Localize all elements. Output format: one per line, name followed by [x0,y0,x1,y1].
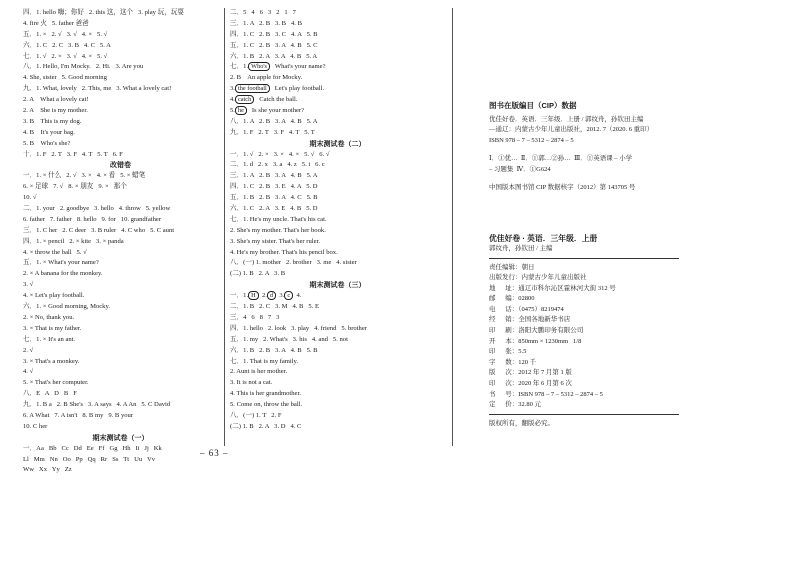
answer-box-label: catch [235,95,254,104]
answer-line [230,411,445,422]
answer-text: 2. A She is my mother. [23,107,88,115]
answer-line [230,84,445,95]
answer-text: 六．1. C 2. C 3. B 4. C 5. A [23,41,111,49]
cip-classification: Ⅰ．①优… Ⅱ．①郭…②孙… Ⅲ．①英语课 – 小学 [489,155,633,162]
answer-line [230,313,445,324]
answer-text: 七．1. That is my family. [230,357,299,365]
answer-line [230,378,445,389]
cip-number: 中国版本图书馆 CIP 数据核字（2012）第 143705 号 [489,184,636,191]
title-rule [489,258,679,259]
answer-text: (二) 1. B 2. A 3. D 4. C [230,422,302,430]
answer-text: 四．1. C 2. B 3. E 4. A 5. D [230,183,318,191]
answer-line [23,215,218,226]
answer-line [230,422,445,433]
answer-line [230,30,445,41]
answer-line [230,52,445,63]
answer-text: 期末测试卷（三） [309,281,366,290]
publication-info-line: 定 价：32.80 元 [489,401,541,409]
answer-line [230,8,445,19]
answer-text: 10. C her [23,422,48,430]
answer-box-label: c [284,291,293,300]
answer-line [230,226,445,237]
answer-text: 2. Aunt is her mother. [230,368,288,376]
book-editors: 郭纹舟，孙钦田 / 主编 [489,245,553,252]
column-divider-left [224,8,225,446]
answer-text: 4. × Let's play football. [23,292,85,300]
publication-info-line: 书 号：ISBN 978 – 7 – 5312 – 2874 – 5 [489,390,603,398]
answer-text: 3. × That's a monkey. [23,357,80,365]
answer-line [23,367,218,378]
answer-text: 四．1. hello 嗨；你好 2. this 这，这个 3. play 玩，玩耍 [23,9,184,16]
answer-text: 三．1. A 2. B 3. A 4. B 5. A [230,172,318,180]
answer-text: 2. A What a lovely cat! [23,96,89,104]
answer-text: 2. B An apple for Mocky. [230,74,303,82]
answer-text: 一．1. × 什么 2. √ 3. × 4. × 看 5. × 蜡笔 [23,172,146,180]
cip-line: 优佳好卷．英语．三年级．上册 / 郭纹舟，孙钦田主编 [489,115,644,123]
rights-notice: 版权所有，翻版必究。 [489,419,554,427]
answer-line [23,378,218,389]
publication-info-line: 印 张：5.5 [489,348,527,356]
answer-line [23,117,218,128]
answer-text: 六．1. B 2. A 3. A 4. B 5. A [230,52,318,60]
answer-text: 五．1. my 2. What's 3. his 4. and 5. not [230,335,348,343]
answer-line [23,346,218,357]
publication-info-line: 电 话：（0475）8219474 [489,305,564,313]
answer-line [230,41,445,52]
answer-line [230,95,445,106]
answer-text: 七．1. √ 2. × 3. √ 4. × 5. √ [23,52,108,60]
answer-line [23,8,218,19]
publication-info-line: 邮 编：02800 [489,295,535,303]
cip-line: —通辽：内蒙古少年儿童出版社，2012. 7（2020. 6 重印） [489,126,654,133]
answer-text: 2. [258,292,267,300]
answer-line [230,258,445,269]
info-rule [489,414,679,415]
answer-text: 一．1. √ 2. × 3. × 4. × 5. √ 6. √ [230,150,330,158]
answer-text: 四．1. C 2. B 3. C 4. A 5. B [230,30,318,38]
answer-text: 4. [293,292,302,300]
answer-text: 六．1. C 2. A 3. E 4. B 5. D [230,205,318,213]
answer-line [23,411,218,422]
answer-text: 改错卷 [110,161,131,170]
answer-line [230,400,445,411]
answer-text: 八．E A D B F [23,390,77,398]
answer-text: 4. √ [23,368,34,376]
section-heading [23,160,218,171]
answer-line [23,171,218,182]
answer-text: 二．5 4 6 3 2 1 7 [230,9,296,16]
answer-text: 五．1. B 2. B 3. A 4. C 5. B [230,194,318,202]
answer-line [230,150,445,161]
answer-line [23,422,218,433]
publication-info-line: 出版发行：内蒙古少年儿童出版社 [489,274,587,282]
answer-text: 三．4 6 8 7 3 [230,313,280,321]
answer-text: 三．1. A 2. B 3. B 4. B [230,19,302,27]
answer-text: 八．1. Hello, I'm Mocky. 2. Hi. 3. Are you [23,63,144,71]
middle-answer-column [230,8,445,433]
answer-line [23,139,218,150]
cip-title: 图书在版编目（CIP）数据 [489,101,577,110]
answer-line [23,128,218,139]
left-answer-column [23,8,218,476]
answer-text: 6. × 足球 7. √ 8. × 朋友 9. × 那个 [23,183,127,191]
answer-text: 2. × A banana for the monkey. [23,270,103,278]
answer-line [23,73,218,84]
answer-text: 4. She, sister 5. Good morning [23,74,107,82]
answer-text: 4. [230,96,235,104]
answer-text: 九．1. F 2. T 3. F 4. T 5. T [230,128,315,136]
cip-line: ISBN 978 – 7 – 5312 – 2874 – 5 [489,136,574,144]
answer-text: 4. fire 火 5. father 爸爸 [23,19,89,27]
publication-info-line: 地 址：通辽市科尔沁区霍林河大街 312 号 [489,284,616,292]
answer-text: 3. √ [23,281,34,289]
answer-text: 八．(一) 1. T 2. F [230,411,282,419]
answer-line [230,171,445,182]
publication-info-line: 印 刷：洛阳大鹏印务有限公司 [489,327,584,335]
answer-line [230,160,445,171]
answer-line [23,280,218,291]
answer-line [23,62,218,73]
answer-text: Is she your mother? [246,107,305,115]
answer-line [23,269,218,280]
answer-box-label: d [267,291,276,300]
column-divider-right [452,8,453,446]
answer-line [23,444,218,455]
answer-line [23,455,218,466]
answer-text: 七．1. [230,63,249,71]
answer-line [23,237,218,248]
answer-line [230,204,445,215]
answer-text: 八．1. A 2. B 3. A 4. B 5. A [230,117,318,125]
answer-line [23,324,218,335]
answer-text: 二．1. your 2. goodbye 3. hello 4. throw 5. yellow [23,205,171,213]
answer-line [230,106,445,117]
answer-text: 6. A What 7. A isn't 8. B my 9. B your [23,411,134,419]
answer-line [23,106,218,117]
answer-text: 八．(一) 1. mother 2. brother 3. me 4. sister [230,259,357,267]
answer-line [23,389,218,400]
answer-text: 6. father 7. father 8. hello 9. for 10. grandfather [23,215,162,223]
answer-text: 3. It is not a cat. [230,379,273,387]
answer-text: 4. He's my brother. That's his pencil box. [230,248,338,256]
copyright-column [489,101,689,429]
answer-text: 九．1. B a 2. B She's 3. A says 4. A An 5. C David [23,401,171,409]
answer-line [230,302,445,313]
answer-line [230,291,445,302]
answer-line [230,19,445,30]
answer-text: 4. × throw the ball 5. √ [23,248,87,256]
answer-text: 5. Come on, throw the ball. [230,401,303,409]
answer-text: 3. [276,292,285,300]
answer-line [230,324,445,335]
page-number: – 63 – [200,448,229,458]
answer-line [23,302,218,313]
book-title: 优佳好卷 · 英语．三年级．上册 [489,233,598,243]
publication-info-line: 责任编辑：朝日 [489,263,535,271]
answer-line [23,182,218,193]
answer-line [23,258,218,269]
answer-text: 六．1. B 2. B 3. A 4. B 5. B [230,346,318,354]
answer-line [230,117,445,128]
answer-text: 期末测试卷（二） [309,139,366,148]
answer-text: 五．1. × What's your name? [23,259,99,267]
answer-text: 3. × That is my father. [23,324,82,332]
answer-text: 期末测试卷（一） [92,433,149,442]
answer-text: 一．1. [230,292,249,300]
answer-text: 10. √ [23,194,37,202]
publication-info-line: 经 销：全国各地新华书店 [489,316,571,324]
answer-text: 四．1. hello 2. look 3. play 4. friend 5. brother [230,324,367,332]
answer-line [23,19,218,30]
answer-line [230,367,445,378]
answer-text: 十．1. F 2. T 3. F 4. T 5. T 6. F [23,150,123,158]
answer-line [23,95,218,106]
answer-line [23,335,218,346]
answer-line [230,182,445,193]
answer-text: 2. × No, thank you. [23,313,75,321]
answer-text: 5. B Who's she? [23,139,71,147]
answer-line [230,248,445,259]
answer-line [23,248,218,259]
answer-line [23,291,218,302]
answer-line [23,41,218,52]
answer-line [230,215,445,226]
answer-line [230,389,445,400]
answer-line [23,150,218,161]
answer-line [230,269,445,280]
answer-text: 九．1. What, lovely 2. This, me 3. What a lovely cat! [23,85,172,93]
answer-text: What's your name? [269,63,326,71]
answer-line [23,30,218,41]
answer-line [230,335,445,346]
answer-text: 4. B It's your bag. [23,128,75,136]
answer-text: 4. This is her grandmother. [230,390,301,398]
answer-line [230,237,445,248]
answer-text: 六．1. × Good morning, Mocky. [23,303,110,311]
answer-box-label: he [235,106,247,115]
answer-box-label: Who's [248,62,270,71]
answer-text: 3. She's my sister. That's her ruler. [230,237,320,245]
answer-line [230,346,445,357]
answer-line [23,357,218,368]
answer-box-label: H [248,291,259,300]
answer-text: (二) 1. B 2. A 3. B [230,270,286,278]
answer-text: 四．1. × pencil 2. × kite 3. × panda [23,237,124,245]
answer-line [23,313,218,324]
answer-line [23,204,218,215]
publication-info-line: 字 数：120 千 [489,358,537,366]
answer-text: 三．1. C her 2. C deer 3. B ruler 4. C who 5. C aunt [23,226,175,234]
answer-line [230,62,445,73]
answer-text: 五．1. C 2. B 3. A 4. B 5. C [230,41,318,49]
answer-text: Catch the ball. [254,96,298,104]
section-heading [230,280,445,291]
answer-line [230,193,445,204]
answer-line [230,73,445,84]
answer-line [23,52,218,63]
answer-line [23,226,218,237]
answer-line [23,465,218,476]
answer-text: 七．1. He's my uncle. That's his cat. [230,215,327,223]
answer-text: 5. [230,107,235,115]
answer-text: Ww Xx Yy Zz [23,466,72,474]
answer-box-label: the football [235,84,270,93]
answer-text: 3. B This is my dog. [23,117,82,125]
answer-text: 3. [230,85,235,93]
answer-text: 二．1. d 2. x 3. a 4. z 5. i 6. c [230,161,325,169]
publication-info-line: 版 次：2012 年 7 月第 1 版 [489,369,572,377]
answer-line [23,193,218,204]
answer-text: 二．1. B 2. C 3. M 4. B 5. E [230,303,320,311]
answer-text: Let's play football. [269,85,325,93]
answer-text: 一．Aa Bb Cc Dd Ee Ff Gg Hh Ii Jj Kk [23,444,162,452]
answer-line [23,400,218,411]
answer-text: 七．1. × It's an ant. [23,335,76,343]
cip-classification-cont: – 习题集 Ⅳ．①G624 [489,165,551,173]
answer-line [23,84,218,95]
answer-text: 2. She's my mother. That's her book. [230,226,326,234]
answer-line [230,357,445,368]
publication-info-line: 印 次：2020 年 6 月第 6 次 [489,380,572,388]
answer-line [230,128,445,139]
answer-text: 5. × That's her computer. [23,379,89,387]
publication-info-list [489,263,689,411]
answer-text: 五．1. × 2. √ 3. √ 4. × 5. √ [23,30,108,38]
section-heading [23,433,218,444]
publication-info-line: 开 本：850mm × 1230mm 1/8 [489,337,582,345]
answer-text: 2. √ [23,346,34,354]
answer-text: Ll Mm Nn Oo Pp Qq Rr Ss Tt Uu Vv [23,455,156,463]
section-heading [230,139,445,150]
